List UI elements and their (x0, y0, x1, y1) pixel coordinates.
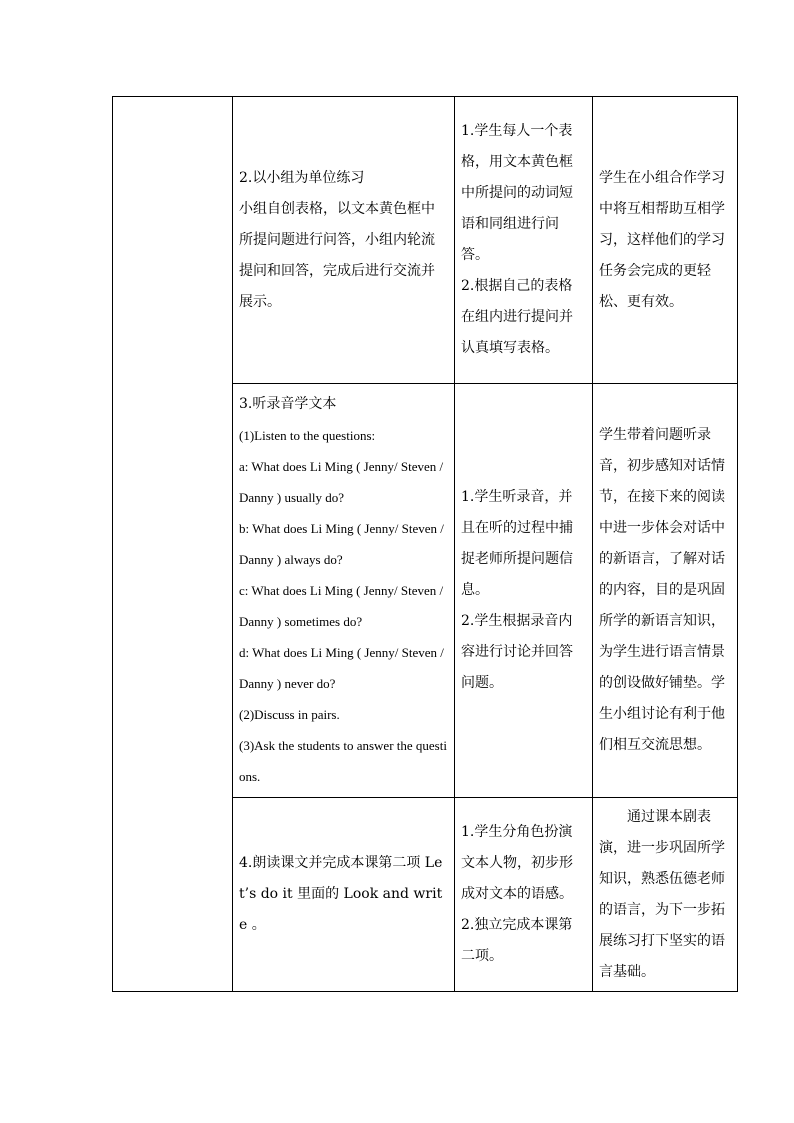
student-step: 2.独立完成本课第二项。 (461, 917, 573, 964)
student-step: 2.根据自己的表格在组内进行提问并认真填写表格。 (461, 278, 573, 356)
student-step: 1.学生分角色扮演文本人物，初步形成对文本的语感。 (461, 824, 573, 902)
activity-cell (233, 384, 455, 798)
activity-heading: 3.听录音学文本 (239, 396, 337, 412)
stage-cell (113, 97, 233, 992)
activity-text: 4.朗读课文并完成本课第二项 Let’s do it 里面的 Look and write 。 (239, 855, 443, 933)
lesson-plan-table (112, 96, 738, 992)
student-activity-cell (455, 97, 593, 384)
question-d: d: What does Li Ming ( Jenny/ Steven /Danny ) never do? (239, 645, 444, 691)
activity-text: 小组自创表格，以文本黄色框中所提问题进行问答，小组内轮流提问和回答，完成后进行交流并展示。 (239, 200, 435, 310)
activity-line: (1)Listen to the questions: (239, 428, 376, 443)
student-step: 2.学生根据录音内容进行讨论并回答问题。 (461, 613, 573, 691)
student-activity-cell (455, 384, 593, 798)
purpose-cell (593, 384, 738, 798)
table-row (113, 97, 738, 384)
purpose-text: 学生带着问题听录音，初步感知对话情节，在接下来的阅读中进一步体会对话中的新语言，了解对话的内容，目的是巩固所学的新语言知识，为学生进行语言情景的创设做好铺垫。学生小组讨论有利于他们相互交流思想。 (599, 427, 725, 753)
purpose-text: 通过课本剧表演，进一步巩固所学知识，熟悉伍德老师的语言，为下一步拓展练习打下坚实的语言基础。 (599, 808, 725, 980)
student-step: 1.学生听录音，并且在听的过程中捕捉老师所提问题信息。 (461, 489, 573, 598)
activity-cell (233, 798, 455, 992)
question-c: c: What does Li Ming ( Jenny/ Steven /Danny ) sometimes do? (239, 583, 444, 629)
purpose-cell (593, 97, 738, 384)
activity-line: (2)Discuss in pairs. (239, 707, 340, 722)
purpose-cell (593, 798, 738, 992)
student-step: 1.学生每人一个表格，用文本黄色框中所提问的动词短语和同组进行问答。 (461, 123, 573, 263)
student-activity-cell (455, 798, 593, 992)
activity-cell (233, 97, 455, 384)
activity-line: (3)Ask the students to answer the questions. (239, 738, 447, 784)
activity-heading: 2.以小组为单位练习 (239, 169, 365, 186)
purpose-text: 学生在小组合作学习中将互相帮助互相学习，这样他们的学习任务会完成的更轻松、更有效。 (599, 169, 725, 310)
question-a: a: What does Li Ming ( Jenny/ Steven /Danny ) usually do? (239, 459, 444, 505)
question-b: b: What does Li Ming ( Jenny/ Steven /Danny ) always do? (239, 521, 444, 567)
